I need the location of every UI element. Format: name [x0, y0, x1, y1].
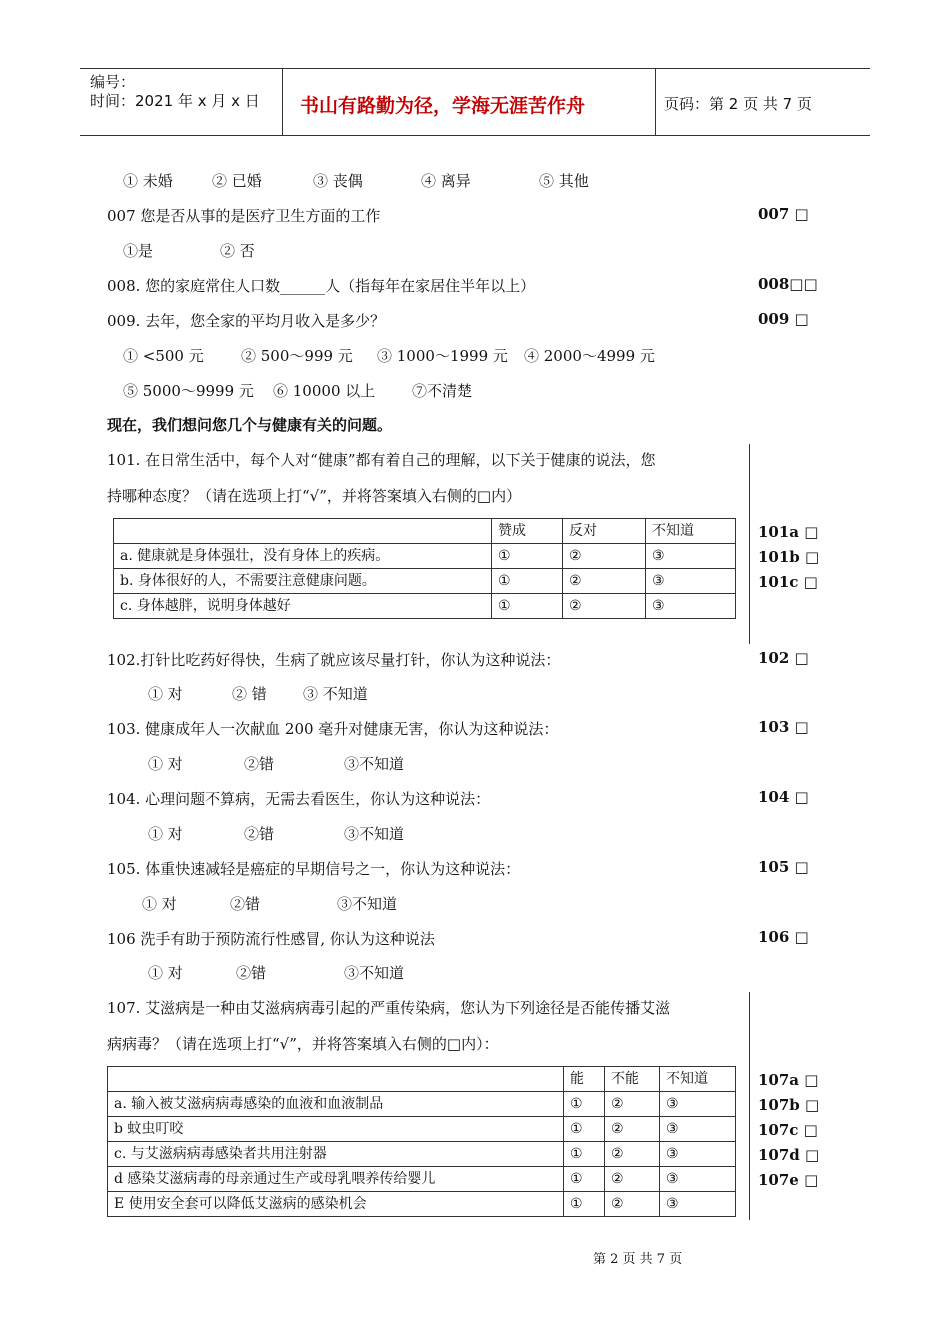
question-104-text: 104. 心理问题不算病，无需去看医生，你认为这种说法：: [107, 790, 491, 808]
header-bottom-rule: [80, 135, 870, 136]
question-101-line1: 101. 在日常生活中，每个人对“健康”都有着自己的理解，以下关于健康的说法，您: [107, 451, 656, 469]
option: ③ 丧偶: [313, 172, 363, 190]
statement-cell: d 感染艾滋病毒的母亲通过生产或母乳喂养传给婴儿: [108, 1167, 564, 1192]
table-header-cell: 不知道: [646, 519, 736, 544]
option: ③不知道: [337, 895, 398, 913]
table-row: [114, 594, 736, 619]
option: ⑤ 其他: [539, 172, 589, 190]
table-row: [108, 1117, 736, 1142]
option: ② 错: [232, 685, 267, 703]
choice-cell[interactable]: ①: [492, 544, 563, 569]
option: ⑤ 5000～9999 元: [123, 382, 254, 400]
option: ① 对: [148, 755, 183, 773]
choice-cell[interactable]: ③: [660, 1192, 736, 1217]
option: ③不知道: [344, 825, 405, 843]
choice-cell[interactable]: ③: [646, 594, 736, 619]
question-102-text: 102.打针比吃药好得快，生病了就应该尽量打针，你认为这种说法：: [107, 651, 561, 669]
page-footer: 第 2 页 共 7 页: [593, 1252, 683, 1267]
statement-cell: a. 输入被艾滋病病毒感染的血液和血液制品: [108, 1092, 564, 1117]
option: ② 已婚: [212, 172, 262, 190]
answer-code-101a[interactable]: 101a □: [758, 523, 819, 541]
table-header-cell: [108, 1067, 564, 1092]
choice-cell[interactable]: ②: [563, 594, 646, 619]
question-105-text: 105. 体重快速减轻是癌症的早期信号之一，你认为这种说法：: [107, 860, 521, 878]
table-row: [108, 1092, 736, 1117]
header-number-label: 编号：: [90, 73, 136, 91]
answer-code-101b[interactable]: 101b □: [758, 548, 820, 566]
table-header-cell: 能: [564, 1067, 605, 1092]
table-header-row: [114, 519, 736, 544]
question-008-text: 008. 您的家庭常住人口数______人（指每年在家居住半年以上）: [107, 277, 536, 295]
choice-cell[interactable]: ③: [646, 569, 736, 594]
answer-code-107a[interactable]: 107a □: [758, 1071, 819, 1089]
choice-cell[interactable]: ①: [564, 1117, 605, 1142]
statement-cell: a. 健康就是身体强壮，没有身体上的疾病。: [114, 544, 492, 569]
answer-code-107d[interactable]: 107d □: [758, 1146, 820, 1164]
table-header-row: [108, 1067, 736, 1092]
choice-cell[interactable]: ②: [605, 1092, 660, 1117]
table-header-cell: 反对: [563, 519, 646, 544]
choice-cell[interactable]: ③: [646, 544, 736, 569]
statement-cell: c. 与艾滋病病毒感染者共用注射器: [108, 1142, 564, 1167]
section-heading: 现在，我们想问您几个与健康有关的问题。: [107, 416, 393, 434]
table-row: [114, 569, 736, 594]
choice-cell[interactable]: ②: [605, 1117, 660, 1142]
q101-table: [113, 518, 736, 619]
q101-side-rule: [749, 444, 750, 644]
answer-code-101c[interactable]: 101c □: [758, 573, 818, 591]
answer-code-107b[interactable]: 107b □: [758, 1096, 820, 1114]
option: ②错: [244, 825, 275, 843]
choice-cell[interactable]: ①: [492, 569, 563, 594]
option: ③ 不知道: [303, 685, 368, 703]
question-107-line1: 107. 艾滋病是一种由艾滋病病毒引起的严重传染病，您认为下列途径是否能传播艾滋: [107, 999, 671, 1017]
option: ① 对: [142, 895, 177, 913]
statement-cell: b. 身体很好的人，不需要注意健康问题。: [114, 569, 492, 594]
table-header-cell: 赞成: [492, 519, 563, 544]
table-header-cell: 不能: [605, 1067, 660, 1092]
answer-code-107e[interactable]: 107e □: [758, 1171, 819, 1189]
choice-cell[interactable]: ③: [660, 1142, 736, 1167]
choice-cell[interactable]: ③: [660, 1117, 736, 1142]
option: ④ 2000～4999 元: [524, 347, 655, 365]
answer-code-009[interactable]: 009 □: [758, 310, 809, 328]
question-103-text: 103. 健康成年人一次献血 200 毫升对健康无害，你认为这种说法：: [107, 720, 559, 738]
option: ②错: [244, 755, 275, 773]
option: ⑥ 10000 以上: [273, 382, 376, 400]
option: ① 未婚: [123, 172, 173, 190]
option: ③ 1000～1999 元: [377, 347, 508, 365]
header-divider-left: [282, 68, 283, 136]
table-header-cell: 不知道: [660, 1067, 736, 1092]
table-row: [108, 1142, 736, 1167]
option: ① 对: [148, 825, 183, 843]
header-page-info: 页码：第 2 页 共 7 页: [664, 95, 812, 113]
choice-cell[interactable]: ②: [605, 1167, 660, 1192]
choice-cell[interactable]: ③: [660, 1167, 736, 1192]
option: ① 对: [148, 964, 183, 982]
statement-cell: E 使用安全套可以降低艾滋病的感染机会: [108, 1192, 564, 1217]
answer-code-106[interactable]: 106 □: [758, 928, 809, 946]
header-divider-right: [655, 68, 656, 136]
header-time-label: 时间：2021 年 x 月 x 日: [90, 92, 260, 110]
statement-cell: b 蚊虫叮咬: [108, 1117, 564, 1142]
question-107-line2: 病病毒？（请在选项上打“√”，并将答案填入右侧的□内）：: [107, 1035, 499, 1053]
option: ②错: [236, 964, 267, 982]
choice-cell[interactable]: ②: [605, 1142, 660, 1167]
choice-cell[interactable]: ①: [564, 1167, 605, 1192]
statement-cell: c. 身体越胖，说明身体越好: [114, 594, 492, 619]
question-007-text: 007 您是否从事的是医疗卫生方面的工作: [107, 207, 381, 225]
choice-cell[interactable]: ②: [605, 1192, 660, 1217]
choice-cell[interactable]: ①: [564, 1092, 605, 1117]
question-101-line2: 持哪种态度？（请在选项上打“√”，并将答案填入右侧的□内）: [107, 487, 522, 505]
choice-cell[interactable]: ①: [564, 1142, 605, 1167]
option: ③不知道: [344, 964, 405, 982]
answer-code-008[interactable]: 008□□: [758, 275, 818, 293]
table-header-cell: [114, 519, 492, 544]
choice-cell[interactable]: ②: [563, 569, 646, 594]
option: ②错: [230, 895, 261, 913]
q107-table: [107, 1066, 736, 1217]
question-106-text: 106 洗手有助于预防流行性感冒, 你认为这种说法: [107, 930, 435, 948]
answer-code-107c[interactable]: 107c □: [758, 1121, 818, 1139]
option: ① 对: [148, 685, 183, 703]
question-009-text: 009. 去年，您全家的平均月收入是多少？: [107, 312, 386, 330]
option: ① <500 元: [123, 347, 204, 365]
choice-cell[interactable]: ③: [660, 1092, 736, 1117]
answer-code-007[interactable]: 007 □: [758, 205, 809, 223]
choice-cell[interactable]: ①: [492, 594, 563, 619]
option: ①是: [123, 242, 154, 260]
option: ④ 离异: [421, 172, 471, 190]
choice-cell[interactable]: ①: [564, 1192, 605, 1217]
answer-code-102[interactable]: 102 □: [758, 649, 809, 667]
answer-code-105[interactable]: 105 □: [758, 858, 809, 876]
table-row: [114, 544, 736, 569]
answer-code-103[interactable]: 103 □: [758, 718, 809, 736]
option: ③不知道: [344, 755, 405, 773]
q107-side-rule: [749, 992, 750, 1220]
answer-code-104[interactable]: 104 □: [758, 788, 809, 806]
header-top-rule: [80, 68, 870, 69]
choice-cell[interactable]: ②: [563, 544, 646, 569]
option: ② 否: [220, 242, 255, 260]
option: ② 500～999 元: [241, 347, 353, 365]
option: ⑦不清楚: [412, 382, 473, 400]
header-motto: 书山有路勤为径，学海无涯苦作舟: [300, 95, 586, 117]
table-row: [108, 1167, 736, 1192]
table-row: [108, 1192, 736, 1217]
